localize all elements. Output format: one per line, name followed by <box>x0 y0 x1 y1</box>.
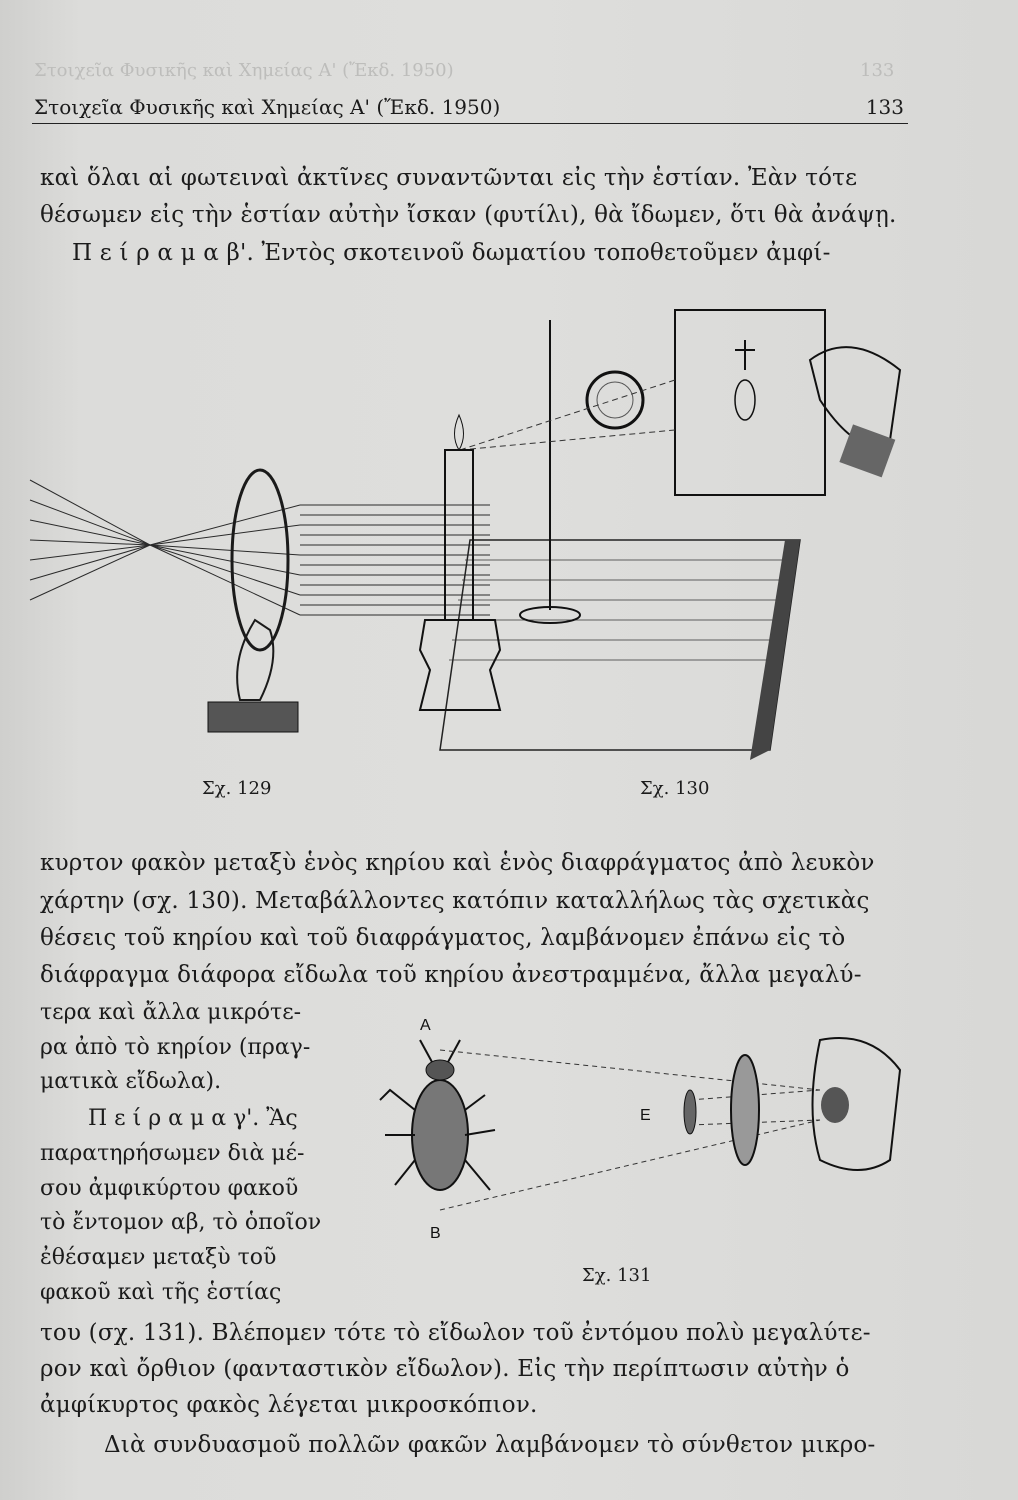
figure-130-candle-lens-screen-illustration <box>390 290 910 760</box>
text-line-10: ἀμφίκυρτος φακὸς λέγεται μικροσκόπιον. <box>40 1392 538 1418</box>
figure-label-a: A <box>420 1017 431 1034</box>
text-line-6: θέσεις τοῦ κηρίου καὶ τοῦ διαφράγματος, λαμβάνομεν ἐπάνω εἰς τὸ <box>40 925 846 951</box>
text-line-2: θέσωμεν εἰς τὴν ἑστίαν αὐτὴν ἴσκαν (φυτίλι), θὰ ἴδωμεν, ὅτι θὰ ἀνάψῃ. <box>40 202 897 228</box>
caption-fig-130: Σχ. 130 <box>640 778 710 799</box>
text-line-3: Π ε ί ρ α μ α β'. Ἐντὸς σκοτεινοῦ δωματίου τοποθετοῦμεν ἀμφί- <box>72 240 831 266</box>
text-line-8: του (σχ. 131). Βλέπομεν τότε τὸ εἴδωλον τοῦ ἐντόμου πολὺ μεγαλύτε- <box>40 1320 871 1346</box>
narrow-line-2: ρα ἀπὸ τὸ κηρίον (πραγ- <box>40 1035 311 1060</box>
narrow-line-4: Π ε ί ρ α μ α γ'. Ἂς <box>88 1106 298 1131</box>
text-line-5: χάρτην (σχ. 130). Μεταβάλλοντες κατόπιν καταλλήλως τὰς σχετικὰς <box>40 888 870 914</box>
figure-label-e: E <box>640 1107 651 1124</box>
text-line-9: ρον καὶ ὄρθιον (φανταστικὸν εἴδωλον). Εἰς τὴν περίπτωσιν αὐτὴν ὁ <box>40 1356 850 1382</box>
figure-label-b: B <box>430 1225 441 1242</box>
bleed-through-page-number: 133 <box>860 60 895 81</box>
narrow-line-1: τερα καὶ ἄλλα μικρότε- <box>40 1000 302 1025</box>
header-title: Στοιχεῖα Φυσικῆς καὶ Χημείας Α' (Ἔκδ. 1950) <box>34 95 501 119</box>
text-line-1: καὶ ὅλαι αἱ φωτειναὶ ἀκτῖνες συναντῶνται εἰς τὴν ἑστίαν. Ἐὰν τότε <box>40 165 858 191</box>
narrow-line-7: τὸ ἔντομον αβ, τὸ ὁποῖον <box>40 1210 322 1235</box>
caption-fig-131: Σχ. 131 <box>582 1265 652 1286</box>
caption-fig-129: Σχ. 129 <box>202 778 272 799</box>
bleed-through-header: Στοιχεῖα Φυσικῆς καὶ Χημείας Α' (Ἔκδ. 1950) <box>34 60 454 81</box>
narrow-line-6: σου ἀμφικύρτου φακοῦ <box>40 1176 299 1201</box>
figure-131-magnifier-illustration <box>350 1010 910 1250</box>
text-line-11: Διὰ συνδυασμοῦ πολλῶν φακῶν λαμβάνομεν τὸ σύνθετον μικρο- <box>104 1432 876 1458</box>
text-line-7: διάφραγμα διάφορα εἴδωλα τοῦ κηρίου ἀνεστραμμένα, ἄλλα μεγαλύ- <box>40 962 862 988</box>
page-number: 133 <box>865 95 904 119</box>
narrow-line-9: φακοῦ καὶ τῆς ἑστίας <box>40 1280 282 1305</box>
narrow-line-8: ἐθέσαμεν μεταξὺ τοῦ <box>40 1245 277 1270</box>
narrow-line-5: παρατηρήσωμεν διὰ μέ- <box>40 1141 305 1166</box>
narrow-line-3: ματικὰ εἴδωλα). <box>40 1069 222 1094</box>
text-line-4: κυρτον φακὸν μεταξὺ ἑνὸς κηρίου καὶ ἑνὸς διαφράγματος ἀπὸ λευκὸν <box>40 850 875 876</box>
running-header <box>32 93 908 124</box>
